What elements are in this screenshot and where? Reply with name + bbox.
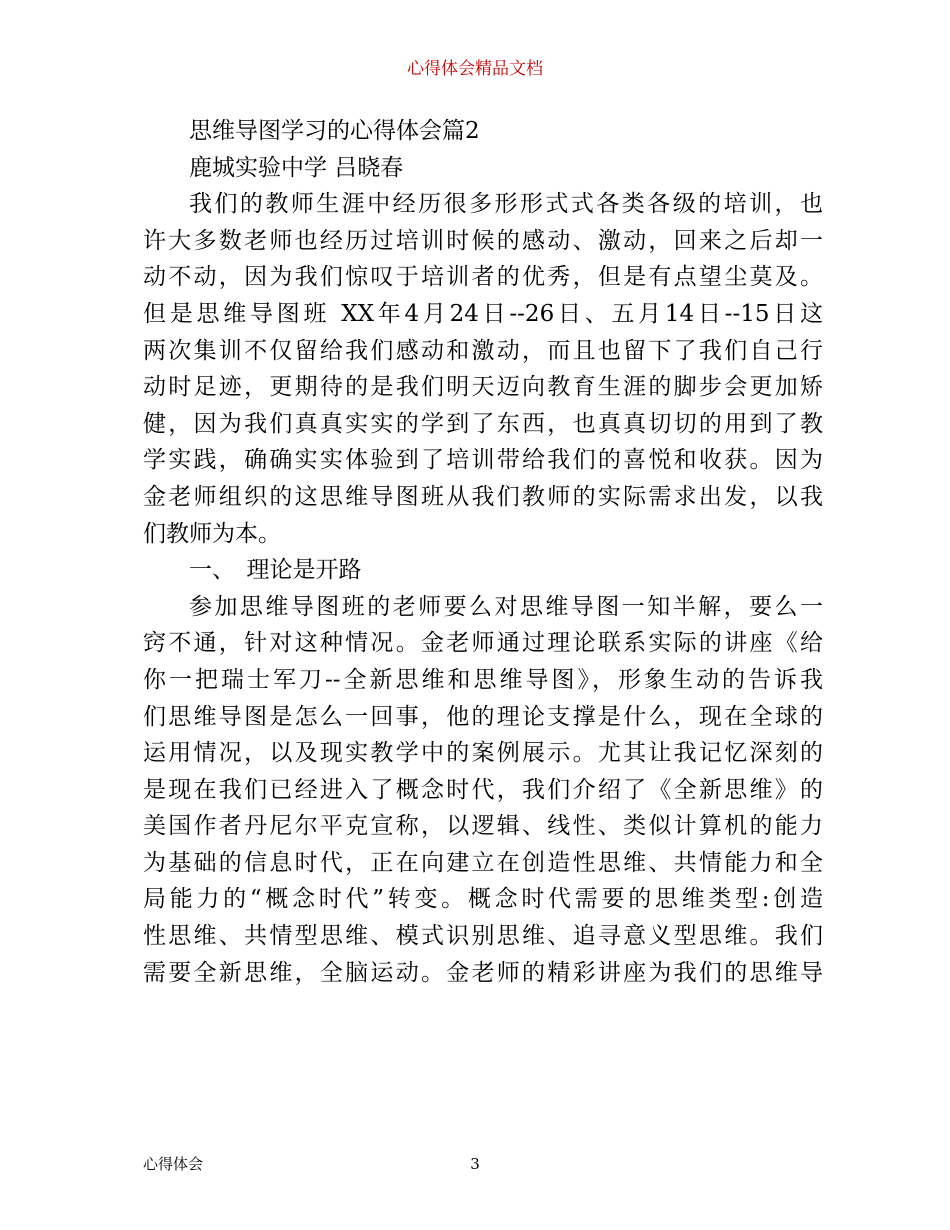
text-line: 动不动，因为我们惊叹于培训者的优秀，但是有点望尘莫及。: [143, 264, 823, 291]
text-line: 许大多数老师也经历过培训时候的感动、激动，回来之后却一: [143, 227, 823, 254]
text-line: 们思维导图是怎么一回事，他的理论支撑是什么，现在全球的: [143, 703, 823, 730]
text-line: 但是思维导图班 XX年4月24日--26日、五月14日--15日这: [143, 300, 823, 327]
text-line: 一、 理论是开路: [189, 557, 362, 584]
footer-label: 心得体会: [143, 1155, 204, 1173]
page-number: 3: [470, 1155, 480, 1173]
text-line: 你一把瑞士军刀--全新思维和思维导图》，形象生动的告诉我: [143, 666, 823, 693]
document-header: 心得体会精品文档: [407, 59, 543, 79]
text-line: 金老师组织的这思维导图班从我们教师的实际需求出发，以我: [143, 483, 823, 510]
text-line: 两次集训不仅留给我们感动和激动，而且也留下了我们自己行: [143, 337, 823, 364]
text-line: 窍不通，针对这种情况。金老师通过理论联系实际的讲座《给: [143, 630, 823, 657]
text-line: 鹿城实验中学 吕晓春: [189, 154, 404, 181]
text-line: 运用情况，以及现实教学中的案例展示。尤其让我记忆深刻的: [143, 740, 823, 767]
text-line: 美国作者丹尼尔平克宣称，以逻辑、线性、类似计算机的能力: [143, 813, 823, 840]
text-line: 局能力的“概念时代”转变。概念时代需要的思维类型:创造: [143, 886, 823, 913]
text-line: 需要全新思维，全脑运动。金老师的精彩讲座为我们的思维导: [143, 959, 823, 986]
text-line: 参加思维导图班的老师要么对思维导图一知半解，要么一: [189, 593, 823, 620]
text-line: 思维导图学习的心得体会篇2: [189, 118, 480, 144]
document-body: [143, 113, 823, 991]
text-line: 是现在我们已经进入了概念时代，我们介绍了《全新思维》的: [143, 776, 823, 803]
text-line: 动时足迹，更期待的是我们明天迈向教育生涯的脚步会更加矫: [143, 374, 823, 401]
text-line: 我们的教师生涯中经历很多形形式式各类各级的培训，也: [189, 191, 823, 218]
text-line: 健，因为我们真真实实的学到了东西，也真真切切的用到了教: [143, 410, 823, 437]
text-line: 为基础的信息时代，正在向建立在创造性思维、共情能力和全: [143, 849, 823, 876]
text-line: 学实践，确确实实体验到了培训带给我们的喜悦和收获。因为: [143, 447, 823, 474]
text-line: 性思维、共情型思维、模式识别思维、追寻意义型思维。我们: [143, 923, 823, 950]
text-line: 们教师为本。: [143, 520, 281, 547]
